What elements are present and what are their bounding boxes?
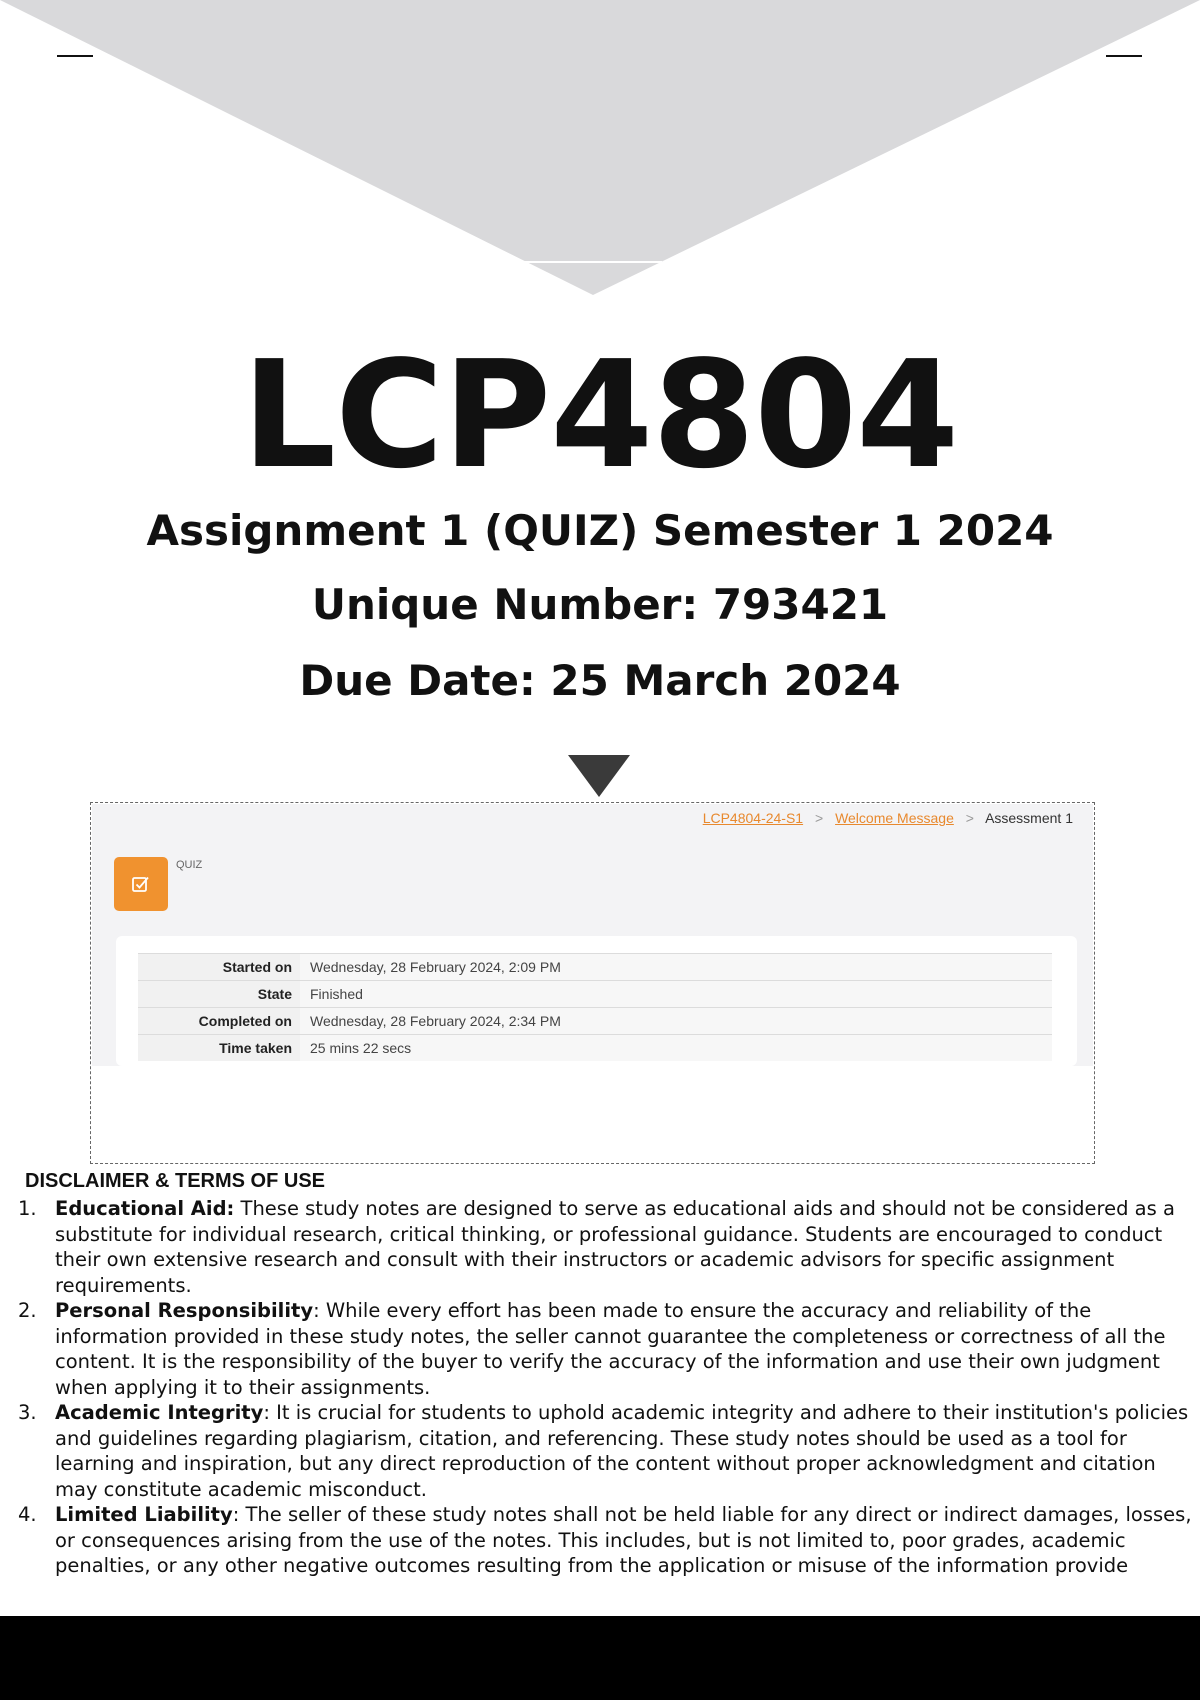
list-item xyxy=(12,1196,1192,1298)
item-number: 2. xyxy=(18,1299,37,1322)
row-label: State xyxy=(138,981,300,1008)
top-chevron-decoration xyxy=(0,0,1200,300)
term-title: Limited Liability xyxy=(55,1503,233,1526)
breadcrumb-welcome-link[interactable]: Welcome Message xyxy=(835,810,954,826)
term-title: Educational Aid: xyxy=(55,1197,235,1220)
term-text: : While every effort has been made to ensure the accuracy and reliability of the information provided in these study notes, the seller cannot guarantee the completeness or correctness of all the content. It is the responsibility of the buyer to verify the accuracy of the information and use their own judgment when applying it to their assignments. xyxy=(55,1299,1166,1399)
corner-line-right xyxy=(1106,55,1142,57)
row-value: Wednesday, 28 February 2024, 2:34 PM xyxy=(300,1008,1052,1035)
table-row xyxy=(138,954,1052,981)
row-label: Time taken xyxy=(138,1035,300,1062)
term-text: : The seller of these study notes shall not be held liable for any direct or indirect damages, losses, or consequences arising from the use of the notes. This includes, but is not limited to, poor grades, academic penalties, or any other negative outcomes resulting from the application or misuse of the information provide xyxy=(55,1503,1192,1577)
quiz-edit-icon xyxy=(114,857,168,911)
activity-type-label: QUIZ xyxy=(176,859,203,871)
breadcrumb-course-link[interactable]: LCP4804-24-S1 xyxy=(702,810,804,826)
item-number: 1. xyxy=(18,1197,37,1220)
chevron-right-icon: > xyxy=(965,810,974,826)
course-code-title: LCP4804 xyxy=(241,329,959,501)
quiz-screenshot-panel xyxy=(92,804,1093,1066)
list-item xyxy=(12,1298,1192,1400)
list-item xyxy=(12,1502,1192,1579)
item-number: 3. xyxy=(18,1401,37,1424)
item-number: 4. xyxy=(18,1503,37,1526)
row-label: Completed on xyxy=(138,1008,300,1035)
term-text: : It is crucial for students to uphold academic integrity and adhere to their institution's policies and guidelines regarding plagiarism, citation, and referencing. These study notes should be used as a tool for learning and inspiration, but any direct reproduction of the content without proper acknowledgment and citation may constitute academic misconduct. xyxy=(55,1401,1189,1501)
table-row xyxy=(138,981,1052,1008)
due-date: Due Date: 25 March 2024 xyxy=(299,656,901,705)
row-label: Started on xyxy=(138,954,300,981)
chevron-right-icon: > xyxy=(814,810,824,826)
table-row xyxy=(138,1035,1052,1062)
row-value: Finished xyxy=(300,981,1052,1008)
assignment-subtitle: Assignment 1 (QUIZ) Semester 1 2024 xyxy=(146,506,1054,555)
bottom-black-bar xyxy=(0,1616,1200,1700)
quiz-summary-card xyxy=(116,936,1077,1066)
term-text: These study notes are designed to serve as educational aids and should not be considered as a substitute for individual research, critical thinking, or professional guidance. Students are encouraged to conduct their own extensive research and consult with their instructors or academic advisors for specific assignment requirements. xyxy=(55,1197,1175,1297)
unique-number: Unique Number: 793421 xyxy=(311,580,889,629)
terms-list xyxy=(12,1196,1192,1579)
row-value: 25 mins 22 secs xyxy=(300,1035,1052,1062)
breadcrumb xyxy=(703,810,1073,826)
down-arrow-icon xyxy=(568,755,630,797)
term-title: Personal Responsibility xyxy=(55,1299,314,1322)
breadcrumb-current: Assessment 1 xyxy=(985,810,1073,826)
disclaimer-heading: DISCLAIMER & TERMS OF USE xyxy=(25,1170,326,1192)
corner-line-left xyxy=(57,55,93,57)
term-title: Academic Integrity xyxy=(55,1401,264,1424)
list-item xyxy=(12,1400,1192,1502)
quiz-summary-table xyxy=(138,953,1052,1061)
table-row xyxy=(138,1008,1052,1035)
row-value: Wednesday, 28 February 2024, 2:09 PM xyxy=(300,954,1052,981)
quiz-screenshot-frame xyxy=(90,802,1095,1164)
